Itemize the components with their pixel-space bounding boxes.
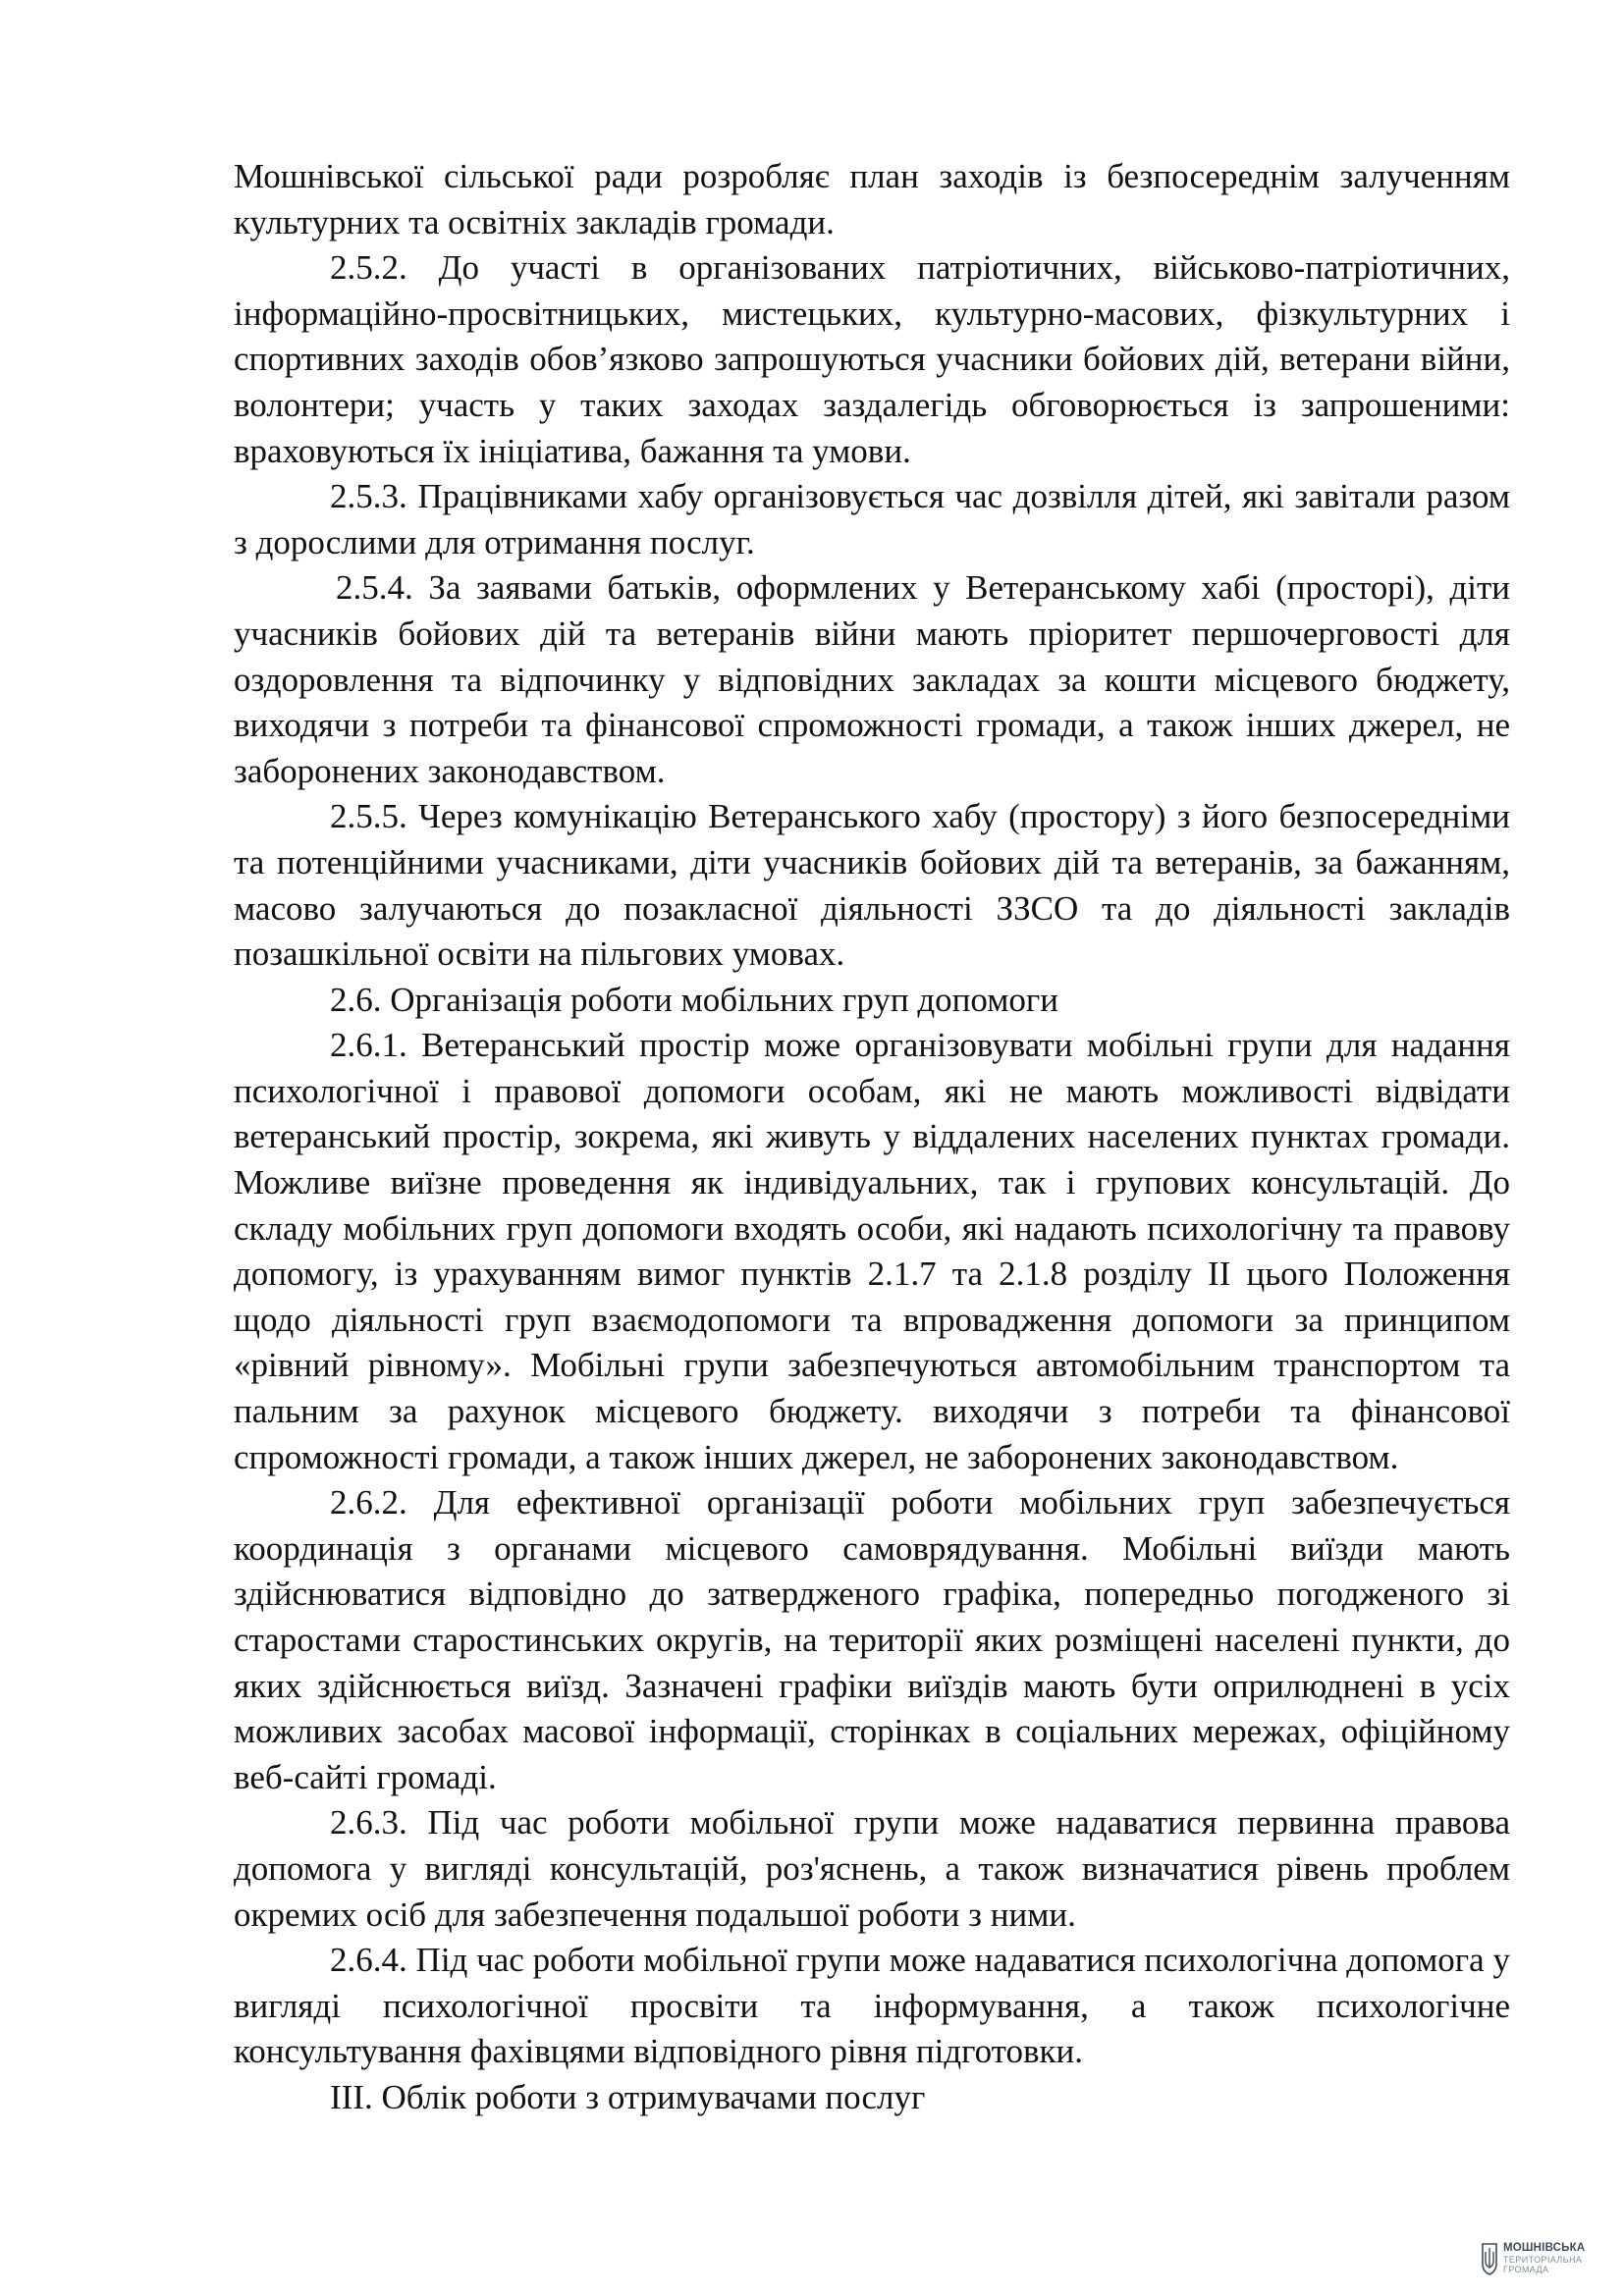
paragraph-2-5-2: 2.5.2. До участі в організованих патріотичних, військово-патріотичних, інформаційно-просвітницьких, мистецьких, культурно-масових, фізкультурних і спортивних заходів обов’язково запрошуються учасники бойових дій, ветерани війни, волонтери; участь у таких заходах заздалегідь обговорюється із запрошеними: враховуються їх ініціатива, бажання та умови. [234,248,1510,470]
paragraph-2-6-3: 2.6.3. Під час роботи мобільної групи може надаватися первинна правова допомога у вигляді консультацій, роз'яснень, а також визначатися рівень проблем окремих осіб для забезпечення подальшої роботи з ними. [234,1803,1510,1934]
trident-emblem-icon [1481,2242,1498,2275]
paragraph-2-6-4: 2.6.4. Під час роботи мобільної групи може надаватися психологічна допомога у вигляді психологічної просвіти та інформування, а також психологічне консультування фахівцями відповідного рівня підготовки. [234,1941,1510,2071]
logo-subtitle-2: ГРОМАДА [1503,2264,1549,2274]
paragraph-2-6-2: 2.6.2. Для ефективної організації роботи мобільних груп забезпечується координація з органами місцевого самоврядування. Мобільні виїзди мають здійснюватися відповідно до затвердженого графіка, попередньо погодженого зі старостами старостинських округів, на території яких розміщені населені пункти, до яких здійснюється виїзд. Зазначені графіки виїздів мають бути оприлюднені в усіх можливих засобах масової інформації, сторінках в соціальних мережах, офіційному веб-сайті громаді. [234,1483,1510,1796]
community-logo [1481,2236,1608,2281]
section-heading-2-6: 2.6. Організація роботи мобільних груп допомоги [330,980,1058,1019]
logo-subtitle-1: ТЕРИТОРІАЛЬНА [1503,2254,1583,2265]
document-body [234,154,1510,2121]
paragraph-2-5-5: 2.5.5. Через комунікацію Ветеранського хабу (простору) з його безпосередніми та потенційними учасниками, діти учасників бойових дій та ветеранів, за бажанням, масово залучаються до позакласної діяльності ЗЗСО та до діяльності закладів позашкільної освіти на пільгових умовах. [234,797,1510,974]
logo-text [1503,2243,1585,2274]
logo-title: МОШНІВСЬКА [1503,2242,1586,2255]
paragraph-intro-continuation: Мошнівської сільської ради розробляє план заходів із безпосереднім залученням культурних та освітніх закладів громади. [234,157,1510,241]
paragraph-2-5-3: 2.5.3. Працівниками хабу організовується час дозвілля дітей, які завітали разом з дорослими для отримання послуг. [234,477,1510,561]
paragraph-2-6-1: 2.6.1. Ветеранський простір може організовувати мобільні групи для надання психологічної і правової допомоги особам, які не мають можливості відвідати ветеранський простір, зокрема, які живуть у віддалених населених пунктах громади. Можливе виїзне проведення як індивідуальних, так і групових консультацій. До складу мобільних груп допомоги входять особи, які надають психологічну та правову допомогу, із урахуванням вимог пунктів 2.1.7 та 2.1.8 розділу II цього Положення щодо діяльності груп взаємодопомоги та впровадження допомоги за принципом «рівний рівному». Мобільні групи забезпечуються автомобільним транспортом та пальним за рахунок місцевого бюджету. виходячи з потреби та фінансової спроможності громади, а також інших джерел, не заборонених законодавством. [234,1026,1510,1476]
section-heading-iii: III. Облік роботи з отримувачами послуг [330,2077,926,2116]
paragraph-2-5-4: 2.5.4. За заявами батьків, оформлених у Ветеранському хабі (просторі), діти учасників бойових дій та ветеранів війни мають пріоритет першочерговості для оздоровлення та відпочинку у відповідних закладах за кошти місцевого бюджету, виходячи з потреби та фінансової спроможності громади, а також інших джерел, не заборонених законодавством. [234,568,1510,790]
